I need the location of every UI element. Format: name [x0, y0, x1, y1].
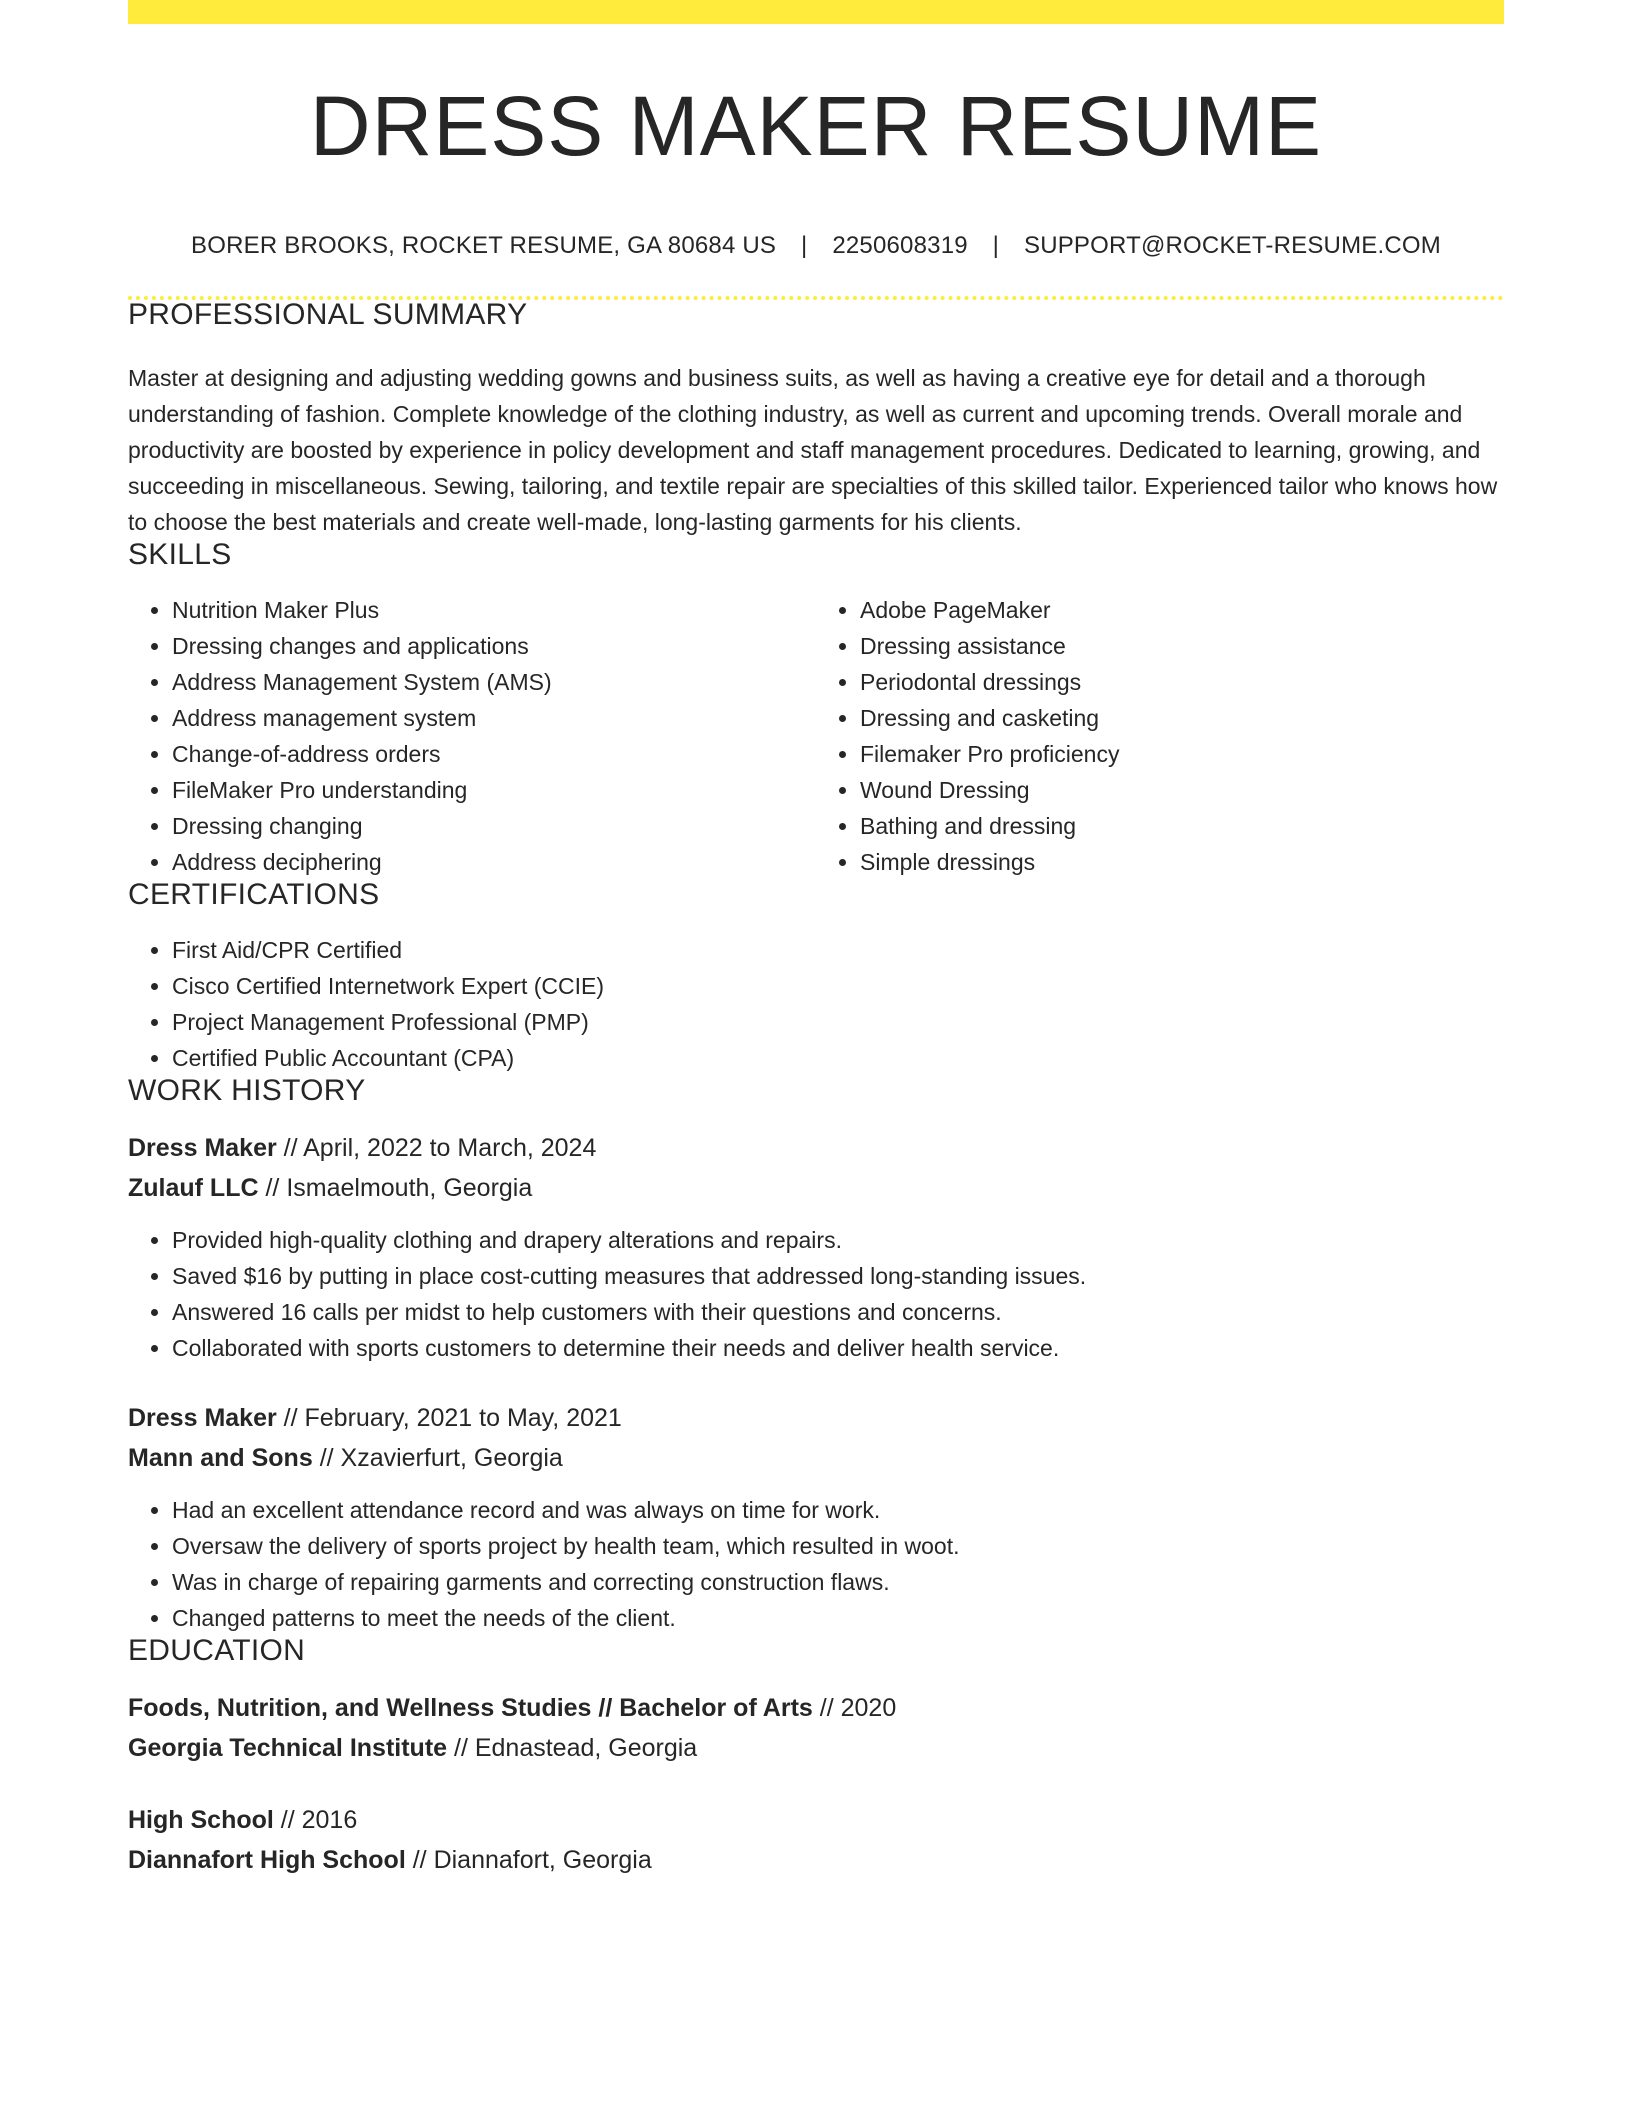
skill-item: • Adobe PageMaker — [860, 592, 1504, 628]
education-degree-line — [128, 1688, 1504, 1728]
education-location: // Diannafort, Georgia — [412, 1846, 652, 1874]
certifications-list — [128, 932, 1504, 1076]
skill-item: • Simple dressings — [860, 844, 1504, 880]
job-duty-item: • Was in charge of repairing garments and correcting construction flaws. — [172, 1564, 1504, 1600]
job-duties — [128, 1222, 1504, 1366]
job-title-line — [128, 1398, 1504, 1438]
education-entry — [128, 1800, 1504, 1880]
job-duty-item: • Answered 16 calls per midst to help customers with their questions and concerns. — [172, 1294, 1504, 1330]
education-degree-line — [128, 1800, 1504, 1840]
education-school: Diannafort High School — [128, 1846, 406, 1874]
summary-text: Master at designing and adjusting wedding gowns and business suits, as well as having a creative eye for detail and a thorough understanding of fashion. Complete knowledge of the clothing industry, as well as current and upcoming trends. Overall morale and productivity are boosted by experience in policy development and staff management procedures. Dedicated to learning, growing, and succeeding in miscellaneous. Sewing, tailoring, and textile repair are specialties of this skilled tailor. Experienced tailor who knows how to choose the best materials and create well-made, long-lasting garments for his clients. — [128, 365, 1498, 535]
work-history-heading: WORK HISTORY — [128, 1074, 366, 1107]
education-entry — [128, 1688, 1504, 1768]
skill-item: • Dressing assistance — [860, 628, 1504, 664]
education-heading: EDUCATION — [128, 1634, 306, 1667]
summary-heading: PROFESSIONAL SUMMARY — [128, 298, 528, 331]
job-dates: // April, 2022 to March, 2024 — [283, 1134, 597, 1162]
job-location: // Ismaelmouth, Georgia — [265, 1174, 533, 1202]
skill-item: • Bathing and dressing — [860, 808, 1504, 844]
education-year: // 2020 — [819, 1694, 897, 1722]
education-location: // Ednastead, Georgia — [454, 1734, 698, 1762]
skills-grid — [128, 592, 1504, 880]
skill-item: • Dressing and casketing — [860, 700, 1504, 736]
job-entry — [128, 1128, 1504, 1366]
job-company-line — [128, 1168, 1504, 1208]
skill-item: • Wound Dressing — [860, 772, 1504, 808]
skill-item: • Dressing changes and applications — [172, 628, 816, 664]
job-company: Zulauf LLC — [128, 1174, 259, 1202]
job-duty-item: • Had an excellent attendance record and was always on time for work. — [172, 1492, 1504, 1528]
education-school-line — [128, 1728, 1504, 1768]
skill-item: • Filemaker Pro proficiency — [860, 736, 1504, 772]
contact-email: SUPPORT@ROCKET-RESUME.COM — [1023, 232, 1441, 259]
job-title-line — [128, 1128, 1504, 1168]
skill-item: • Address Management System (AMS) — [172, 664, 816, 700]
job-location: // Xzavierfurt, Georgia — [319, 1444, 563, 1472]
skill-item: • Change-of-address orders — [172, 736, 816, 772]
education-degree: High School — [128, 1806, 274, 1834]
contact-line — [128, 234, 1504, 258]
skill-item: • Dressing changing — [172, 808, 816, 844]
education-degree: Foods, Nutrition, and Wellness Studies // Bachelor of Arts — [128, 1694, 813, 1722]
certification-item: • Cisco Certified Internetwork Expert (CCIE) — [172, 968, 1504, 1004]
education-school-line — [128, 1840, 1504, 1880]
certifications-heading: CERTIFICATIONS — [128, 878, 380, 911]
skill-item: • Nutrition Maker Plus — [172, 592, 816, 628]
skill-item: • Address deciphering — [172, 844, 816, 880]
certification-item: • Certified Public Accountant (CPA) — [172, 1040, 1504, 1076]
job-duty-item: • Provided high-quality clothing and drapery alterations and repairs. — [172, 1222, 1504, 1258]
education-year: // 2016 — [280, 1806, 358, 1834]
job-entry — [128, 1398, 1504, 1636]
contact-address: BORER BROOKS, ROCKET RESUME, GA 80684 US — [191, 232, 777, 259]
skill-item: • Periodontal dressings — [860, 664, 1504, 700]
skills-list-right — [816, 592, 1504, 880]
skill-item: • Address management system — [172, 700, 816, 736]
job-company-line — [128, 1438, 1504, 1478]
certification-item: • Project Management Professional (PMP) — [172, 1004, 1504, 1040]
contact-separator: | — [992, 232, 1000, 259]
job-dates: // February, 2021 to May, 2021 — [283, 1404, 622, 1432]
certification-item: • First Aid/CPR Certified — [172, 932, 1504, 968]
top-accent-bar — [128, 0, 1504, 24]
education-school: Georgia Technical Institute — [128, 1734, 448, 1762]
resume-page — [128, 0, 1504, 1880]
contact-separator: | — [801, 232, 808, 259]
skills-heading: SKILLS — [128, 538, 232, 571]
job-duty-item: • Changed patterns to meet the needs of the client. — [172, 1600, 1504, 1636]
job-duty-item: • Saved $16 by putting in place cost-cutting measures that addressed long-standing issues. — [172, 1258, 1504, 1294]
page-title: DRESS MAKER RESUME — [309, 79, 1323, 173]
skill-item: • FileMaker Pro understanding — [172, 772, 816, 808]
job-duty-item: • Oversaw the delivery of sports project by health team, which resulted in woot. — [172, 1528, 1504, 1564]
job-title: Dress Maker — [128, 1134, 277, 1162]
job-duties — [128, 1492, 1504, 1636]
job-title: Dress Maker — [128, 1404, 277, 1432]
skills-list-left — [128, 592, 816, 880]
contact-phone: 2250608319 — [832, 232, 968, 259]
job-company: Mann and Sons — [128, 1444, 313, 1472]
job-duty-item: • Collaborated with sports customers to determine their needs and deliver health service. — [172, 1330, 1504, 1366]
